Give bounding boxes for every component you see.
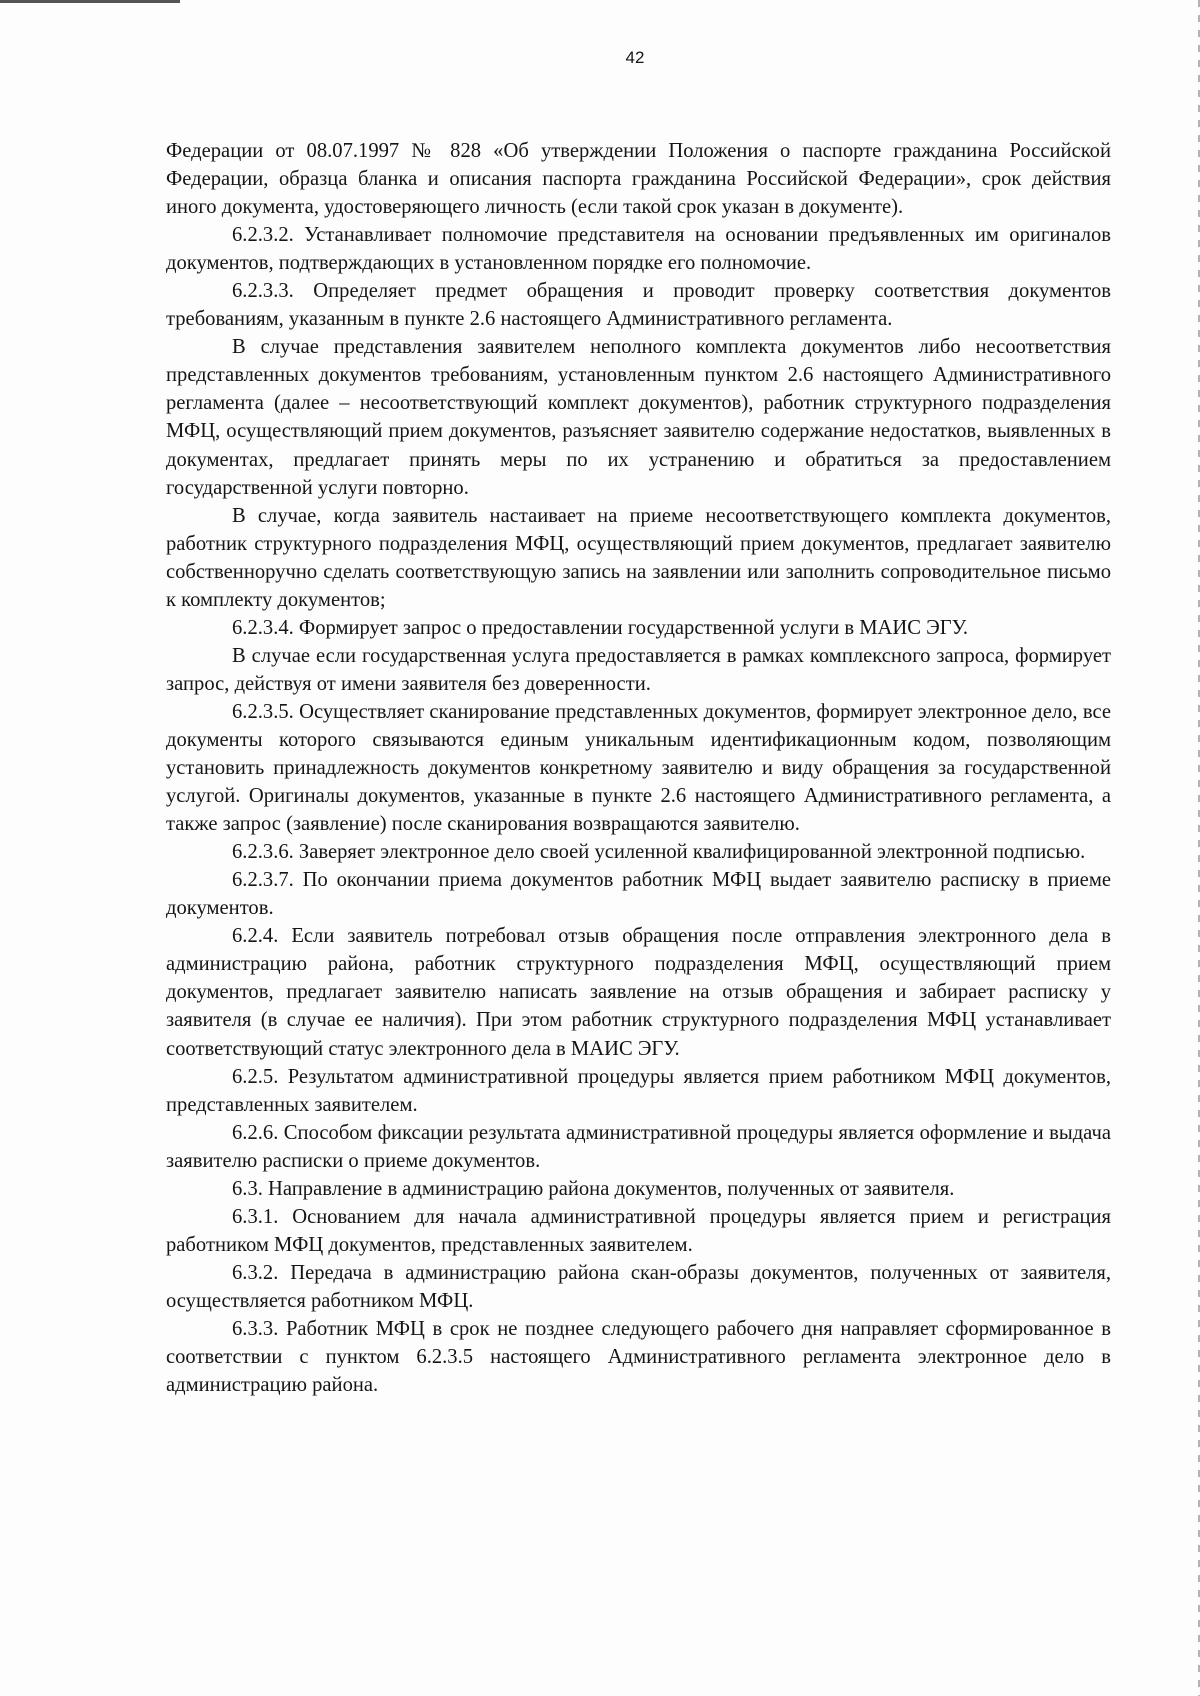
- paragraph-continuation: Федерации от 08.07.1997 № 828 «Об утверждении Положения о паспорте гражданина Российской Федерации, образца бланка и описания паспорта гражданина Российской Федерации», срок действия иного документа, удостоверяющего личность (если такой срок указан в документе).: [166, 140, 1111, 219]
- paragraph-6-2-3-6: 6.2.3.6. Заверяет электронное дело своей усиленной квалифицированной электронной подписью.: [232, 841, 1086, 864]
- paragraph-6-2-3-2: 6.2.3.2. Устанавливает полномочие представителя на основании предъявленных им оригиналов документов, подтверждающих в установленном порядке его полномочие.: [166, 224, 1111, 275]
- paragraph-complex-request: В случае если государственная услуга предоставляется в рамках комплексного запроса, формирует запрос, действуя от имени заявителя без доверенности.: [166, 644, 1111, 695]
- page-number: 42: [625, 48, 645, 67]
- paragraph-6-2-3-7: 6.2.3.7. По окончании приема документов работник МФЦ выдает заявителю расписку в приеме документов.: [166, 869, 1111, 920]
- paragraph-6-2-4: 6.2.4. Если заявитель потребовал отзыв обращения после отправления электронного дела в администрацию района, работник структурного подразделения МФЦ, осуществляющий прием документов, предлагает заявителю написать заявление на отзыв обращения и забирает расписку у заявителя (в случае ее наличия). При этом работник структурного подразделения МФЦ устанавливает соответствующий статус электронного дела в МАИС ЭГУ.: [166, 925, 1111, 1060]
- scan-artifact-top: [0, 0, 180, 3]
- paragraph-6-2-5: 6.2.5. Результатом административной процедуры является прием работником МФЦ документов, представленных заявителем.: [166, 1065, 1111, 1116]
- document-body: [166, 137, 1111, 1399]
- paragraph-6-2-3-3: 6.2.3.3. Определяет предмет обращения и проводит проверку соответствия документов требованиям, указанным в пункте 2.6 настоящего Административного регламента.: [166, 280, 1111, 331]
- paragraph-6-3-3: 6.3.3. Работник МФЦ в срок не позднее следующего рабочего дня направляет сформированное в соответствии с пунктом 6.2.3.5 настоящего Административного регламента электронное дело в администрацию района.: [166, 1317, 1111, 1397]
- paragraph-6-3-1: 6.3.1. Основанием для начала административной процедуры является прием и регистрация работником МФЦ документов, представленных заявителем.: [166, 1205, 1111, 1256]
- paragraph-6-2-6: 6.2.6. Способом фиксации результата административной процедуры является оформление и выдача заявителю расписки о приеме документов.: [166, 1121, 1111, 1172]
- paragraph-6-3-2: 6.3.2. Передача в администрацию района скан-образы документов, полученных от заявителя, осуществляется работником МФЦ.: [166, 1261, 1111, 1312]
- paragraph-applicant-insists: В случае, когда заявитель настаивает на приеме несоответствующего комплекта документов, работник структурного подразделения МФЦ, осуществляющий прием документов, предлагает заявителю собственноручно сделать соответствующую запись на заявлении или заполнить сопроводительное письмо к комплекту документов;: [166, 504, 1111, 611]
- paragraph-6-2-3-5: 6.2.3.5. Осуществляет сканирование представленных документов, формирует электронное дело, все документы которого связываются единым уникальным идентификационным кодом, позволяющим установить принадлежность документов конкретному заявителю и виду обращения за государственной услугой. Оригиналы документов, указанные в пункте 2.6 настоящего Административного регламента, а также запрос (заявление) после сканирования возвращаются заявителю.: [166, 700, 1111, 836]
- paragraph-incomplete-set: В случае представления заявителем неполного комплекта документов либо несоответствия представленных документов требованиям, установленным пунктом 2.6 настоящего Административного регламента (далее – несоответствующий комплект документов), работник структурного подразделения МФЦ, осуществляющий прием документов, разъясняет заявителю содержание недостатков, выявленных в документах, предлагает принять меры по их устранению и обратиться за предоставлением государственной услуги повторно.: [166, 336, 1111, 499]
- paragraph-6-3: 6.3. Направление в администрацию района документов, полученных от заявителя.: [232, 1177, 955, 1200]
- paragraph-6-2-3-4: 6.2.3.4. Формирует запрос о предоставлении государственной услуги в МАИС ЭГУ.: [232, 616, 969, 639]
